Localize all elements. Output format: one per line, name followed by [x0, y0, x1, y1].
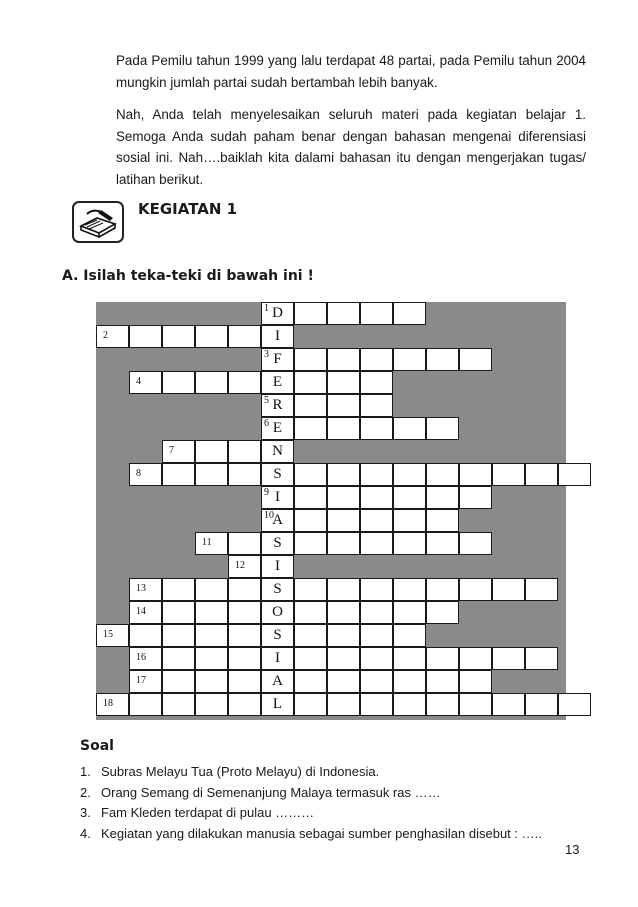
- clue-number: 10: [264, 510, 274, 521]
- clue-number: 4: [136, 376, 141, 387]
- answer-cell[interactable]: [228, 440, 261, 463]
- answer-cell[interactable]: [327, 693, 360, 716]
- answer-cell[interactable]: [162, 463, 195, 486]
- clue-number: 7: [169, 445, 174, 456]
- key-letter: L: [272, 696, 283, 712]
- answer-cell[interactable]: [327, 417, 360, 440]
- key-cell[interactable]: [261, 578, 294, 601]
- key-cell[interactable]: [261, 440, 294, 463]
- clue-number: 16: [136, 652, 146, 663]
- key-letter: I: [275, 650, 280, 666]
- answer-cell[interactable]: [195, 624, 228, 647]
- answer-cell[interactable]: [393, 670, 426, 693]
- answer-cell[interactable]: [327, 302, 360, 325]
- answer-cell[interactable]: [327, 371, 360, 394]
- key-letter: O: [272, 604, 283, 620]
- answer-cell[interactable]: [426, 486, 459, 509]
- answer-cell[interactable]: [393, 302, 426, 325]
- answer-cell[interactable]: [228, 325, 261, 348]
- answer-cell[interactable]: [228, 693, 261, 716]
- answer-cell[interactable]: [96, 325, 129, 348]
- answer-cell[interactable]: [360, 348, 393, 371]
- key-cell[interactable]: [261, 555, 294, 578]
- answer-cell[interactable]: [360, 371, 393, 394]
- key-letter: I: [275, 558, 280, 574]
- answer-cell[interactable]: [129, 670, 162, 693]
- question-item: 2. Orang Semang di Semenanjung Malaya termasuk ras ……: [80, 784, 441, 800]
- question-item: 1. Subras Melayu Tua (Proto Melayu) di Indonesia.: [80, 764, 380, 779]
- answer-cell[interactable]: [195, 647, 228, 670]
- key-letter: E: [272, 374, 283, 390]
- answer-cell[interactable]: [96, 693, 129, 716]
- answer-cell[interactable]: [129, 647, 162, 670]
- answer-cell[interactable]: [294, 302, 327, 325]
- answer-cell[interactable]: [426, 509, 459, 532]
- key-cell[interactable]: [261, 417, 294, 440]
- answer-cell[interactable]: [162, 601, 195, 624]
- answer-cell[interactable]: [294, 371, 327, 394]
- answer-cell[interactable]: [294, 417, 327, 440]
- answer-cell[interactable]: [294, 670, 327, 693]
- answer-cell[interactable]: [492, 647, 525, 670]
- answer-cell[interactable]: [294, 394, 327, 417]
- answer-cell[interactable]: [129, 624, 162, 647]
- answer-cell[interactable]: [228, 555, 261, 578]
- answer-cell[interactable]: [195, 601, 228, 624]
- answer-cell[interactable]: [360, 509, 393, 532]
- answer-cell[interactable]: [393, 417, 426, 440]
- answer-cell[interactable]: [228, 371, 261, 394]
- clue-number: 11: [202, 537, 212, 548]
- answer-cell[interactable]: [294, 509, 327, 532]
- answer-cell[interactable]: [294, 647, 327, 670]
- answer-cell[interactable]: [459, 647, 492, 670]
- answer-cell[interactable]: [393, 532, 426, 555]
- answer-cell[interactable]: [327, 394, 360, 417]
- key-letter: R: [272, 397, 283, 413]
- answer-cell[interactable]: [393, 624, 426, 647]
- answer-cell[interactable]: [195, 578, 228, 601]
- answer-cell[interactable]: [228, 532, 261, 555]
- key-cell[interactable]: [261, 348, 294, 371]
- key-cell[interactable]: [261, 647, 294, 670]
- key-letter: S: [273, 581, 282, 597]
- answer-cell[interactable]: [426, 670, 459, 693]
- answer-cell[interactable]: [129, 463, 162, 486]
- answer-cell[interactable]: [162, 578, 195, 601]
- answer-cell[interactable]: [327, 578, 360, 601]
- answer-cell[interactable]: [393, 348, 426, 371]
- answer-cell[interactable]: [195, 670, 228, 693]
- answer-cell[interactable]: [162, 647, 195, 670]
- activity-title: KEGIATAN 1: [138, 200, 238, 218]
- intro-paragraph-2: Nah, Anda telah menyelesaikan seluruh materi pada kegiatan belajar 1. Semoga Anda sudah paham benar dengan bahasan mengenai diferensiasi sosial ini. Nah….baiklah kita dalami bahasan itu dengan mengerjakan tugas/ latihan berikut.: [116, 107, 586, 187]
- answer-cell[interactable]: [558, 463, 591, 486]
- writing-book-icon: [72, 201, 124, 243]
- answer-cell[interactable]: [195, 325, 228, 348]
- answer-cell[interactable]: [294, 532, 327, 555]
- answer-cell[interactable]: [327, 486, 360, 509]
- page-number: 13: [565, 842, 580, 857]
- answer-cell[interactable]: [525, 578, 558, 601]
- key-cell[interactable]: [261, 624, 294, 647]
- clue-number: 18: [103, 698, 113, 709]
- answer-cell[interactable]: [195, 463, 228, 486]
- question-item: 4. Kegiatan yang dilakukan manusia sebagai sumber penghasilan disebut : …..: [80, 825, 542, 841]
- answer-cell[interactable]: [96, 624, 129, 647]
- answer-cell[interactable]: [129, 371, 162, 394]
- key-cell[interactable]: [261, 670, 294, 693]
- answer-cell[interactable]: [393, 601, 426, 624]
- answer-cell[interactable]: [360, 394, 393, 417]
- answer-cell[interactable]: [459, 670, 492, 693]
- key-cell[interactable]: [261, 532, 294, 555]
- answer-cell[interactable]: [459, 348, 492, 371]
- answer-cell[interactable]: [525, 693, 558, 716]
- answer-cell[interactable]: [360, 670, 393, 693]
- answer-cell[interactable]: [492, 578, 525, 601]
- clue-number: 14: [136, 606, 146, 617]
- answer-cell[interactable]: [492, 463, 525, 486]
- key-letter: A: [272, 673, 283, 689]
- answer-cell[interactable]: [162, 440, 195, 463]
- answer-cell[interactable]: [294, 486, 327, 509]
- answer-cell[interactable]: [294, 624, 327, 647]
- answer-cell[interactable]: [162, 371, 195, 394]
- answer-cell[interactable]: [426, 578, 459, 601]
- answer-cell[interactable]: [228, 670, 261, 693]
- answer-cell[interactable]: [294, 601, 327, 624]
- answer-cell[interactable]: [459, 578, 492, 601]
- key-letter: S: [273, 627, 282, 643]
- answer-cell[interactable]: [228, 578, 261, 601]
- answer-cell[interactable]: [360, 463, 393, 486]
- answer-cell[interactable]: [327, 532, 360, 555]
- answer-cell[interactable]: [162, 693, 195, 716]
- answer-cell[interactable]: [294, 348, 327, 371]
- key-letter: A: [272, 512, 283, 528]
- answer-cell[interactable]: [393, 509, 426, 532]
- key-cell[interactable]: [261, 601, 294, 624]
- clue-number: 3: [264, 349, 269, 360]
- soal-heading: Soal: [80, 738, 114, 754]
- key-letter: S: [273, 466, 282, 482]
- answer-cell[interactable]: [129, 601, 162, 624]
- answer-cell[interactable]: [228, 601, 261, 624]
- clue-number: 1: [264, 303, 269, 314]
- answer-cell[interactable]: [129, 578, 162, 601]
- answer-cell[interactable]: [327, 463, 360, 486]
- key-cell[interactable]: [261, 302, 294, 325]
- clue-number: 8: [136, 468, 141, 479]
- key-letter: F: [273, 351, 282, 367]
- answer-cell[interactable]: [360, 532, 393, 555]
- answer-cell[interactable]: [393, 693, 426, 716]
- answer-cell[interactable]: [360, 601, 393, 624]
- key-letter: I: [275, 328, 280, 344]
- answer-cell[interactable]: [426, 601, 459, 624]
- answer-cell[interactable]: [195, 371, 228, 394]
- answer-cell[interactable]: [360, 624, 393, 647]
- answer-cell[interactable]: [327, 601, 360, 624]
- answer-cell[interactable]: [294, 463, 327, 486]
- key-cell[interactable]: [261, 509, 294, 532]
- key-cell[interactable]: [261, 463, 294, 486]
- key-cell[interactable]: [261, 371, 294, 394]
- key-cell[interactable]: [261, 693, 294, 716]
- key-cell[interactable]: [261, 394, 294, 417]
- answer-cell[interactable]: [426, 693, 459, 716]
- answer-cell[interactable]: [393, 647, 426, 670]
- answer-cell[interactable]: [426, 417, 459, 440]
- question-list: [80, 762, 600, 844]
- answer-cell[interactable]: [327, 647, 360, 670]
- answer-cell[interactable]: [294, 578, 327, 601]
- answer-cell[interactable]: [360, 302, 393, 325]
- answer-cell[interactable]: [525, 647, 558, 670]
- answer-cell[interactable]: [162, 670, 195, 693]
- key-letter: D: [272, 305, 283, 321]
- answer-cell[interactable]: [195, 440, 228, 463]
- answer-cell[interactable]: [360, 486, 393, 509]
- answer-cell[interactable]: [492, 693, 525, 716]
- answer-cell[interactable]: [360, 417, 393, 440]
- answer-cell[interactable]: [459, 486, 492, 509]
- answer-cell[interactable]: [426, 463, 459, 486]
- key-letter: N: [272, 443, 283, 459]
- answer-cell[interactable]: [327, 670, 360, 693]
- key-letter: E: [272, 420, 283, 436]
- answer-cell[interactable]: [228, 463, 261, 486]
- answer-cell[interactable]: [195, 693, 228, 716]
- answer-cell[interactable]: [459, 693, 492, 716]
- intro-paragraph-1: Pada Pemilu tahun 1999 yang lalu terdapat 48 partai, pada Pemilu tahun 2004 mungkin jumlah partai sudah bertambah lebih banyak.: [116, 53, 586, 90]
- answer-cell[interactable]: [327, 624, 360, 647]
- answer-cell[interactable]: [393, 486, 426, 509]
- crossword-puzzle: [96, 302, 566, 720]
- answer-cell[interactable]: [360, 578, 393, 601]
- answer-cell[interactable]: [558, 693, 591, 716]
- answer-cell[interactable]: [228, 647, 261, 670]
- clue-number: 15: [103, 629, 113, 640]
- clue-number: 17: [136, 675, 146, 686]
- answer-cell[interactable]: [360, 693, 393, 716]
- answer-cell[interactable]: [195, 532, 228, 555]
- answer-cell[interactable]: [459, 532, 492, 555]
- clue-number: 12: [235, 560, 245, 571]
- answer-cell[interactable]: [228, 624, 261, 647]
- answer-cell[interactable]: [327, 348, 360, 371]
- answer-cell[interactable]: [294, 693, 327, 716]
- key-letter: S: [273, 535, 282, 551]
- answer-cell[interactable]: [360, 647, 393, 670]
- answer-cell[interactable]: [525, 463, 558, 486]
- key-cell[interactable]: [261, 325, 294, 348]
- answer-cell[interactable]: [426, 532, 459, 555]
- key-cell[interactable]: [261, 486, 294, 509]
- clue-number: 6: [264, 418, 269, 429]
- clue-number: 13: [136, 583, 146, 594]
- answer-cell[interactable]: [426, 647, 459, 670]
- answer-cell[interactable]: [393, 578, 426, 601]
- answer-cell[interactable]: [459, 463, 492, 486]
- clue-number: 2: [103, 330, 108, 341]
- section-heading: A. Isilah teka-teki di bawah ini !: [62, 268, 314, 284]
- answer-cell[interactable]: [129, 325, 162, 348]
- question-item: 3. Fam Kleden terdapat di pulau ………: [80, 805, 315, 820]
- key-letter: I: [275, 489, 280, 505]
- answer-cell[interactable]: [426, 348, 459, 371]
- clue-number: 5: [264, 395, 269, 406]
- answer-cell[interactable]: [162, 624, 195, 647]
- answer-cell[interactable]: [327, 509, 360, 532]
- answer-cell[interactable]: [162, 325, 195, 348]
- answer-cell[interactable]: [393, 463, 426, 486]
- answer-cell[interactable]: [129, 693, 162, 716]
- clue-number: 9: [264, 487, 269, 498]
